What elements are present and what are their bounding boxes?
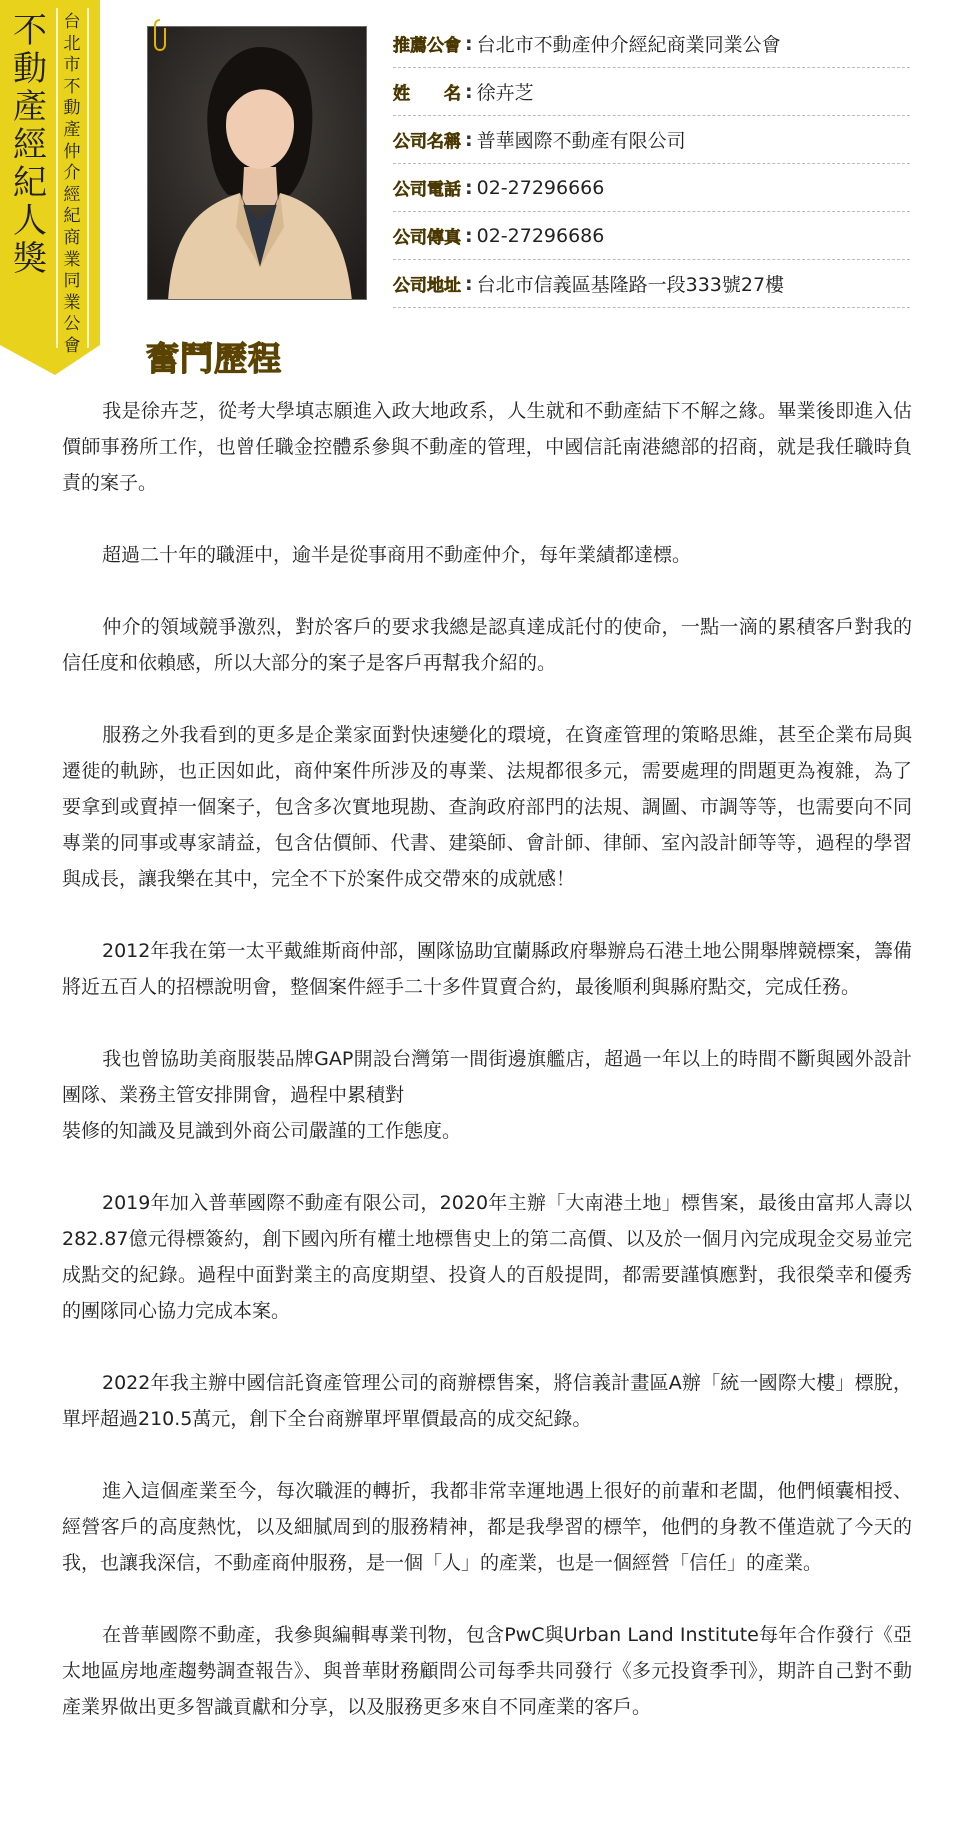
info-row-address: 公司地址 : 台北市信義區基隆路一段333號27樓 (393, 260, 910, 308)
paperclip-icon (153, 18, 167, 52)
info-label: 公司電話 (393, 180, 461, 200)
paragraph: 服務之外我看到的更多是企業家面對快速變化的環境，在資產管理的策略思維，甚至企業布局與遷徙的軌跡，也正因如此，商仲案件所涉及的專業、法規都很多元，需要處理的問題更為複雜，為了要拿到或賣掉一個案子，包含多次實地現勘、查詢政府部門的法規、調圖、市調等等，也需要向不同專業的同事或專家請益，包含估價師、代書、建築師、會計師、律師、室內設計師等等，過程的學習與成長，讓我樂在其中，完全不下於案件成交帶來的成就感！ (62, 724, 912, 890)
info-label: 姓 名 (393, 84, 461, 104)
profile-info (393, 20, 910, 308)
section-title: 奮鬥歷程 (146, 339, 282, 378)
info-value: 台北市信義區基隆路一段333號27樓 (476, 274, 785, 296)
award-title: 不動產經紀人獎 (13, 11, 47, 279)
info-value: 02-27296666 (476, 176, 605, 199)
article-body (62, 393, 912, 1761)
info-row-phone: 公司電話 : 02-27296666 (393, 164, 910, 212)
info-value: 普華國際不動產有限公司 (476, 130, 686, 152)
award-subtitle: 台北市不動產仲介經紀商業同業公會 (63, 12, 81, 356)
paragraph: 2019年加入普華國際不動產有限公司，2020年主辦「大南港土地」標售案，最後由富邦人壽以282.87億元得標簽約，創下國內所有權土地標售史上的第二高價、以及於一個月內完成現金交易並完成點交的紀錄。過程中面對業主的高度期望、投資人的百般提問，都需要謹慎應對，我很榮幸和優秀的團隊同心協力完成本案。 (62, 1192, 912, 1322)
portrait-photo (147, 26, 367, 300)
paragraph: 在普華國際不動產，我參與編輯專業刊物，包含PwC與Urban Land Institute每年合作發行《亞太地區房地產趨勢調查報告》、與普華財務顧問公司每季共同發行《多元投資季刊》，期許自己對不動產業界做出更多智識貢獻和分享，以及服務更多來自不同產業的客戶。 (62, 1624, 912, 1718)
info-label: 公司傳真 (393, 228, 461, 248)
info-label: 公司地址 (393, 276, 461, 296)
info-value: 徐卉芝 (476, 82, 534, 104)
info-label: 公司名稱 (393, 132, 461, 152)
paragraph: 進入這個產業至今，每次職涯的轉折，我都非常幸運地遇上很好的前輩和老闆，他們傾囊相授、經營客戶的高度熱忱，以及細膩周到的服務精神，都是我學習的標竿，他們的身教不僅造就了今天的我，也讓我深信，不動產商仲服務，是一個「人」的產業，也是一個經營「信任」的產業。 (62, 1480, 912, 1574)
info-label: 推薦公會 (393, 36, 461, 56)
paragraph: 我是徐卉芝，從考大學填志願進入政大地政系，人生就和不動產結下不解之緣。畢業後即進入估價師事務所工作，也曾任職金控體系參與不動產的管理，中國信託南港總部的招商，就是我任職時負責的案子。 (62, 400, 912, 494)
info-row-company: 公司名稱 : 普華國際不動產有限公司 (393, 116, 910, 164)
paragraph: 我也曾協助美商服裝品牌GAP開設台灣第一間街邊旗艦店，超過一年以上的時間不斷與國外設計團隊、業務主管安排開會，過程中累積對 裝修的知識及見識到外商公司嚴謹的工作態度。 (62, 1048, 912, 1142)
paragraph: 仲介的領域競爭激烈，對於客戶的要求我總是認真達成託付的使命，一點一滴的累積客戶對我的信任度和依賴感，所以大部分的案子是客戶再幫我介紹的。 (62, 616, 912, 674)
info-value: 02-27296686 (476, 224, 605, 247)
info-value: 台北市不動產仲介經紀商業同業公會 (476, 34, 781, 56)
portrait-illustration (148, 27, 367, 300)
paragraph: 2012年我在第一太平戴維斯商仲部，團隊協助宜蘭縣政府舉辦烏石港土地公開舉牌競標案，籌備將近五百人的招標說明會，整個案件經手二十多件買賣合約，最後順利與縣府點交，完成任務。 (62, 940, 912, 998)
info-row-name: 姓 名 : 徐卉芝 (393, 68, 910, 116)
info-row-fax: 公司傳真 : 02-27296686 (393, 212, 910, 260)
paragraph: 超過二十年的職涯中，逾半是從事商用不動產仲介，每年業績都達標。 (102, 544, 692, 566)
info-row-association: 推薦公會 : 台北市不動產仲介經紀商業同業公會 (393, 20, 910, 68)
award-ribbon (0, 0, 100, 375)
paragraph: 2022年我主辦中國信託資產管理公司的商辦標售案，將信義計畫區A辦「統一國際大樓」標脫，單坪超過210.5萬元，創下全台商辦單坪單價最高的成交紀錄。 (62, 1372, 912, 1430)
